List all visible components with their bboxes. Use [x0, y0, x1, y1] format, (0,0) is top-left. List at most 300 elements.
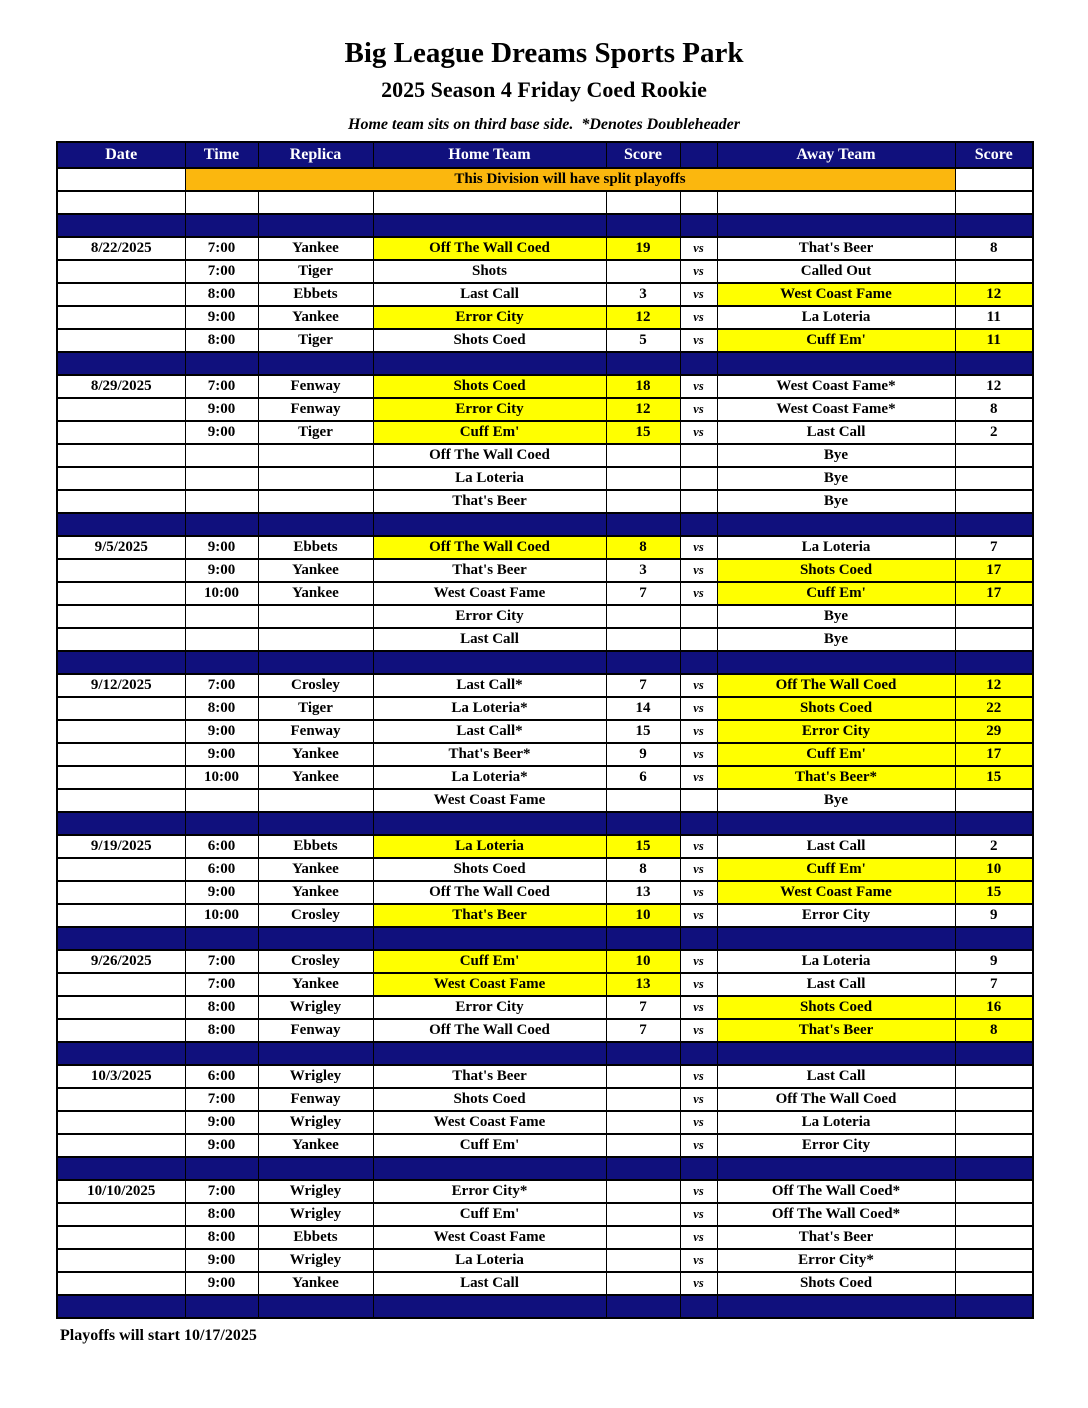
home-score-cell: 7: [606, 582, 680, 605]
col-header-home-team: Home Team: [373, 142, 606, 168]
banner-left-cell: [57, 168, 185, 191]
replica-cell: Wrigley: [258, 996, 373, 1019]
away-score-cell: [955, 467, 1033, 490]
home-score-cell: [606, 467, 680, 490]
game-row: [57, 1180, 1033, 1203]
away-score-cell: [955, 1226, 1033, 1249]
col-header-away-score: Score: [955, 142, 1033, 168]
separator-cell: [717, 1157, 955, 1180]
home-score-cell: 12: [606, 306, 680, 329]
vs-cell: vs: [680, 950, 717, 973]
date-cell: [57, 421, 185, 444]
home-team-cell: Cuff Em': [373, 950, 606, 973]
game-row: [57, 697, 1033, 720]
home-team-cell: West Coast Fame: [373, 1111, 606, 1134]
replica-cell: [258, 490, 373, 513]
game-row: [57, 1134, 1033, 1157]
game-row: [57, 1111, 1033, 1134]
home-team-cell: Error City*: [373, 1180, 606, 1203]
home-team-cell: West Coast Fame: [373, 973, 606, 996]
replica-cell: [258, 789, 373, 812]
vs-cell: vs: [680, 720, 717, 743]
home-team-cell: La Loteria: [373, 1249, 606, 1272]
date-cell: [57, 490, 185, 513]
home-score-cell: [606, 1249, 680, 1272]
home-score-cell: 7: [606, 996, 680, 1019]
home-score-cell: [606, 628, 680, 651]
replica-cell: Tiger: [258, 260, 373, 283]
home-score-cell: 18: [606, 375, 680, 398]
replica-cell: Fenway: [258, 1019, 373, 1042]
game-row: [57, 1065, 1033, 1088]
empty-cell: [606, 191, 680, 214]
game-row: [57, 536, 1033, 559]
home-score-cell: 7: [606, 1019, 680, 1042]
game-row: [57, 973, 1033, 996]
separator-cell: [373, 1295, 606, 1318]
separator-cell: [717, 214, 955, 237]
home-score-cell: 3: [606, 559, 680, 582]
home-score-cell: 12: [606, 398, 680, 421]
away-team-cell: Shots Coed: [717, 996, 955, 1019]
vs-cell: [680, 490, 717, 513]
separator-cell: [955, 1042, 1033, 1065]
col-header-date: Date: [57, 142, 185, 168]
away-team-cell: Bye: [717, 628, 955, 651]
time-cell: [185, 789, 258, 812]
time-cell: 9:00: [185, 398, 258, 421]
vs-cell: vs: [680, 1226, 717, 1249]
date-cell: [57, 743, 185, 766]
separator-cell: [185, 812, 258, 835]
away-score-cell: 11: [955, 306, 1033, 329]
vs-cell: vs: [680, 283, 717, 306]
away-score-cell: 9: [955, 950, 1033, 973]
separator-cell: [57, 1295, 185, 1318]
home-score-cell: 9: [606, 743, 680, 766]
away-score-cell: [955, 1088, 1033, 1111]
away-score-cell: 8: [955, 398, 1033, 421]
time-cell: 9:00: [185, 1272, 258, 1295]
date-cell: 8/29/2025: [57, 375, 185, 398]
separator-cell: [606, 352, 680, 375]
time-cell: 7:00: [185, 973, 258, 996]
home-team-cell: Off The Wall Coed: [373, 237, 606, 260]
separator-cell: [606, 1042, 680, 1065]
away-score-cell: 8: [955, 237, 1033, 260]
separator-cell: [57, 1042, 185, 1065]
empty-cell: [373, 191, 606, 214]
separator-row: [57, 927, 1033, 950]
vs-cell: vs: [680, 582, 717, 605]
game-row: [57, 1019, 1033, 1042]
separator-cell: [717, 1042, 955, 1065]
away-score-cell: 17: [955, 743, 1033, 766]
date-cell: 9/5/2025: [57, 536, 185, 559]
away-score-cell: 8: [955, 1019, 1033, 1042]
away-team-cell: Off The Wall Coed: [717, 1088, 955, 1111]
date-cell: [57, 904, 185, 927]
home-score-cell: [606, 1203, 680, 1226]
time-cell: 10:00: [185, 766, 258, 789]
home-score-cell: 10: [606, 950, 680, 973]
separator-cell: [717, 352, 955, 375]
replica-cell: Wrigley: [258, 1203, 373, 1226]
replica-cell: Fenway: [258, 398, 373, 421]
vs-cell: [680, 605, 717, 628]
away-team-cell: Cuff Em': [717, 329, 955, 352]
game-row: [57, 398, 1033, 421]
time-cell: 9:00: [185, 421, 258, 444]
home-score-cell: 3: [606, 283, 680, 306]
away-team-cell: Error City*: [717, 1249, 955, 1272]
game-row: [57, 881, 1033, 904]
away-score-cell: 12: [955, 375, 1033, 398]
game-row: [57, 260, 1033, 283]
home-team-cell: Error City: [373, 306, 606, 329]
away-team-cell: West Coast Fame: [717, 881, 955, 904]
time-cell: 10:00: [185, 904, 258, 927]
separator-cell: [185, 513, 258, 536]
home-score-cell: [606, 1111, 680, 1134]
date-cell: 9/19/2025: [57, 835, 185, 858]
away-team-cell: Error City: [717, 1134, 955, 1157]
game-row: [57, 858, 1033, 881]
vs-cell: vs: [680, 1065, 717, 1088]
away-score-cell: [955, 628, 1033, 651]
replica-cell: Ebbets: [258, 835, 373, 858]
separator-cell: [955, 1157, 1033, 1180]
game-row: [57, 306, 1033, 329]
time-cell: 7:00: [185, 674, 258, 697]
home-score-cell: 15: [606, 835, 680, 858]
header-row: [57, 142, 1033, 168]
away-team-cell: Error City: [717, 904, 955, 927]
home-team-cell: Cuff Em': [373, 1203, 606, 1226]
date-cell: [57, 1226, 185, 1249]
time-cell: 7:00: [185, 237, 258, 260]
replica-cell: Yankee: [258, 306, 373, 329]
time-cell: 8:00: [185, 329, 258, 352]
vs-cell: vs: [680, 536, 717, 559]
separator-cell: [373, 812, 606, 835]
vs-cell: [680, 789, 717, 812]
vs-cell: vs: [680, 1203, 717, 1226]
time-cell: 9:00: [185, 559, 258, 582]
date-cell: [57, 1111, 185, 1134]
separator-cell: [258, 1157, 373, 1180]
home-team-cell: Off The Wall Coed: [373, 536, 606, 559]
separator-cell: [258, 214, 373, 237]
vs-cell: vs: [680, 1019, 717, 1042]
away-team-cell: Last Call: [717, 421, 955, 444]
game-row: [57, 1272, 1033, 1295]
time-cell: [185, 490, 258, 513]
away-team-cell: Bye: [717, 789, 955, 812]
game-row: [57, 1203, 1033, 1226]
vs-cell: vs: [680, 421, 717, 444]
separator-row: [57, 812, 1033, 835]
separator-cell: [955, 513, 1033, 536]
home-team-cell: That's Beer: [373, 904, 606, 927]
replica-cell: Crosley: [258, 904, 373, 927]
separator-cell: [606, 651, 680, 674]
home-score-cell: 13: [606, 973, 680, 996]
replica-cell: Ebbets: [258, 283, 373, 306]
separator-cell: [373, 927, 606, 950]
separator-cell: [606, 513, 680, 536]
away-team-cell: Last Call: [717, 973, 955, 996]
home-team-cell: Error City: [373, 398, 606, 421]
separator-row: [57, 651, 1033, 674]
date-cell: [57, 444, 185, 467]
bye-row: [57, 444, 1033, 467]
vs-cell: vs: [680, 904, 717, 927]
separator-cell: [185, 1042, 258, 1065]
date-cell: [57, 582, 185, 605]
date-cell: [57, 1088, 185, 1111]
col-header-replica: Replica: [258, 142, 373, 168]
banner-row: [57, 168, 1033, 191]
home-score-cell: [606, 260, 680, 283]
home-team-cell: West Coast Fame: [373, 1226, 606, 1249]
home-team-cell: La Loteria*: [373, 697, 606, 720]
home-team-cell: La Loteria: [373, 835, 606, 858]
home-score-cell: 5: [606, 329, 680, 352]
home-team-cell: West Coast Fame: [373, 789, 606, 812]
empty-row: [57, 191, 1033, 214]
replica-cell: Fenway: [258, 720, 373, 743]
vs-cell: vs: [680, 1088, 717, 1111]
away-score-cell: [955, 605, 1033, 628]
replica-cell: Ebbets: [258, 1226, 373, 1249]
away-team-cell: Off The Wall Coed*: [717, 1203, 955, 1226]
vs-cell: [680, 628, 717, 651]
away-score-cell: 2: [955, 835, 1033, 858]
date-cell: [57, 260, 185, 283]
separator-cell: [680, 214, 717, 237]
home-score-cell: 14: [606, 697, 680, 720]
date-cell: [57, 628, 185, 651]
game-row: [57, 421, 1033, 444]
away-score-cell: [955, 1134, 1033, 1157]
home-team-cell: Shots Coed: [373, 329, 606, 352]
date-cell: [57, 1019, 185, 1042]
vs-cell: vs: [680, 1180, 717, 1203]
home-score-cell: 10: [606, 904, 680, 927]
vs-cell: vs: [680, 398, 717, 421]
time-cell: 6:00: [185, 858, 258, 881]
away-team-cell: Last Call: [717, 1065, 955, 1088]
separator-cell: [717, 927, 955, 950]
date-cell: [57, 697, 185, 720]
time-cell: 8:00: [185, 1019, 258, 1042]
time-cell: [185, 628, 258, 651]
replica-cell: Yankee: [258, 973, 373, 996]
separator-cell: [57, 927, 185, 950]
col-header-away-team: Away Team: [717, 142, 955, 168]
game-row: [57, 1088, 1033, 1111]
away-team-cell: La Loteria: [717, 306, 955, 329]
away-score-cell: 17: [955, 582, 1033, 605]
date-cell: [57, 398, 185, 421]
vs-cell: vs: [680, 973, 717, 996]
away-score-cell: [955, 1249, 1033, 1272]
home-team-cell: Last Call: [373, 628, 606, 651]
replica-cell: Crosley: [258, 950, 373, 973]
game-row: [57, 835, 1033, 858]
date-cell: [57, 559, 185, 582]
separator-row: [57, 1042, 1033, 1065]
separator-cell: [373, 513, 606, 536]
time-cell: 7:00: [185, 1088, 258, 1111]
page-subtitle: 2025 Season 4 Friday Coed Rookie: [381, 76, 707, 102]
time-cell: 9:00: [185, 306, 258, 329]
separator-cell: [680, 513, 717, 536]
separator-cell: [185, 1295, 258, 1318]
date-cell: [57, 789, 185, 812]
replica-cell: Yankee: [258, 766, 373, 789]
replica-cell: Tiger: [258, 329, 373, 352]
time-cell: 8:00: [185, 283, 258, 306]
time-cell: 9:00: [185, 1134, 258, 1157]
date-cell: [57, 1249, 185, 1272]
date-cell: [57, 605, 185, 628]
away-score-cell: 15: [955, 881, 1033, 904]
separator-cell: [258, 352, 373, 375]
banner-right-cell: [955, 168, 1033, 191]
bye-row: [57, 490, 1033, 513]
date-cell: [57, 1272, 185, 1295]
time-cell: 8:00: [185, 996, 258, 1019]
away-score-cell: 17: [955, 559, 1033, 582]
home-score-cell: 6: [606, 766, 680, 789]
col-header-time: Time: [185, 142, 258, 168]
home-score-cell: 8: [606, 858, 680, 881]
game-row: [57, 582, 1033, 605]
separator-cell: [717, 513, 955, 536]
time-cell: 8:00: [185, 697, 258, 720]
bye-row: [57, 605, 1033, 628]
separator-cell: [373, 651, 606, 674]
home-team-cell: Error City: [373, 605, 606, 628]
home-team-cell: Last Call: [373, 1272, 606, 1295]
away-team-cell: Off The Wall Coed*: [717, 1180, 955, 1203]
separator-cell: [680, 651, 717, 674]
home-team-cell: Off The Wall Coed: [373, 881, 606, 904]
away-score-cell: [955, 1180, 1033, 1203]
away-score-cell: 9: [955, 904, 1033, 927]
vs-cell: [680, 467, 717, 490]
away-team-cell: La Loteria: [717, 950, 955, 973]
away-score-cell: 29: [955, 720, 1033, 743]
away-team-cell: Shots Coed: [717, 1272, 955, 1295]
replica-cell: [258, 605, 373, 628]
separator-cell: [606, 1157, 680, 1180]
vs-cell: vs: [680, 1272, 717, 1295]
bye-row: [57, 467, 1033, 490]
game-row: [57, 996, 1033, 1019]
date-cell: [57, 283, 185, 306]
date-cell: [57, 996, 185, 1019]
replica-cell: Yankee: [258, 582, 373, 605]
home-score-cell: [606, 1180, 680, 1203]
date-cell: [57, 1203, 185, 1226]
replica-cell: Fenway: [258, 1088, 373, 1111]
home-team-cell: La Loteria: [373, 467, 606, 490]
home-team-cell: Last Call: [373, 283, 606, 306]
time-cell: [185, 605, 258, 628]
schedule-header: [57, 142, 1033, 168]
home-score-cell: 15: [606, 720, 680, 743]
replica-cell: [258, 628, 373, 651]
vs-cell: vs: [680, 329, 717, 352]
empty-cell: [185, 191, 258, 214]
date-cell: [57, 720, 185, 743]
game-row: [57, 559, 1033, 582]
home-score-cell: 13: [606, 881, 680, 904]
separator-cell: [373, 1042, 606, 1065]
date-cell: 9/26/2025: [57, 950, 185, 973]
separator-cell: [373, 1157, 606, 1180]
home-score-cell: 19: [606, 237, 680, 260]
time-cell: 10:00: [185, 582, 258, 605]
game-row: [57, 950, 1033, 973]
away-score-cell: [955, 260, 1033, 283]
away-score-cell: 16: [955, 996, 1033, 1019]
time-cell: [185, 444, 258, 467]
time-cell: 9:00: [185, 536, 258, 559]
game-row: [57, 720, 1033, 743]
home-team-cell: Last Call*: [373, 720, 606, 743]
separator-cell: [955, 352, 1033, 375]
away-team-cell: Bye: [717, 490, 955, 513]
home-team-cell: Off The Wall Coed: [373, 444, 606, 467]
home-score-cell: [606, 1134, 680, 1157]
replica-cell: Yankee: [258, 858, 373, 881]
separator-cell: [955, 927, 1033, 950]
time-cell: 7:00: [185, 950, 258, 973]
away-team-cell: Cuff Em': [717, 743, 955, 766]
away-team-cell: La Loteria: [717, 536, 955, 559]
separator-cell: [258, 927, 373, 950]
date-cell: [57, 467, 185, 490]
separator-cell: [955, 812, 1033, 835]
home-team-cell: That's Beer: [373, 1065, 606, 1088]
bye-row: [57, 789, 1033, 812]
away-score-cell: 7: [955, 973, 1033, 996]
home-score-cell: [606, 1226, 680, 1249]
separator-cell: [955, 1295, 1033, 1318]
away-team-cell: That's Beer: [717, 1019, 955, 1042]
replica-cell: Wrigley: [258, 1111, 373, 1134]
away-score-cell: 15: [955, 766, 1033, 789]
time-cell: [185, 467, 258, 490]
date-cell: [57, 881, 185, 904]
away-team-cell: Bye: [717, 467, 955, 490]
separator-cell: [185, 927, 258, 950]
home-team-cell: Shots: [373, 260, 606, 283]
replica-cell: Crosley: [258, 674, 373, 697]
away-score-cell: 2: [955, 421, 1033, 444]
home-score-cell: [606, 789, 680, 812]
separator-row: [57, 352, 1033, 375]
separator-row: [57, 513, 1033, 536]
home-team-cell: Shots Coed: [373, 1088, 606, 1111]
replica-cell: Wrigley: [258, 1065, 373, 1088]
home-score-cell: [606, 490, 680, 513]
date-cell: 9/12/2025: [57, 674, 185, 697]
